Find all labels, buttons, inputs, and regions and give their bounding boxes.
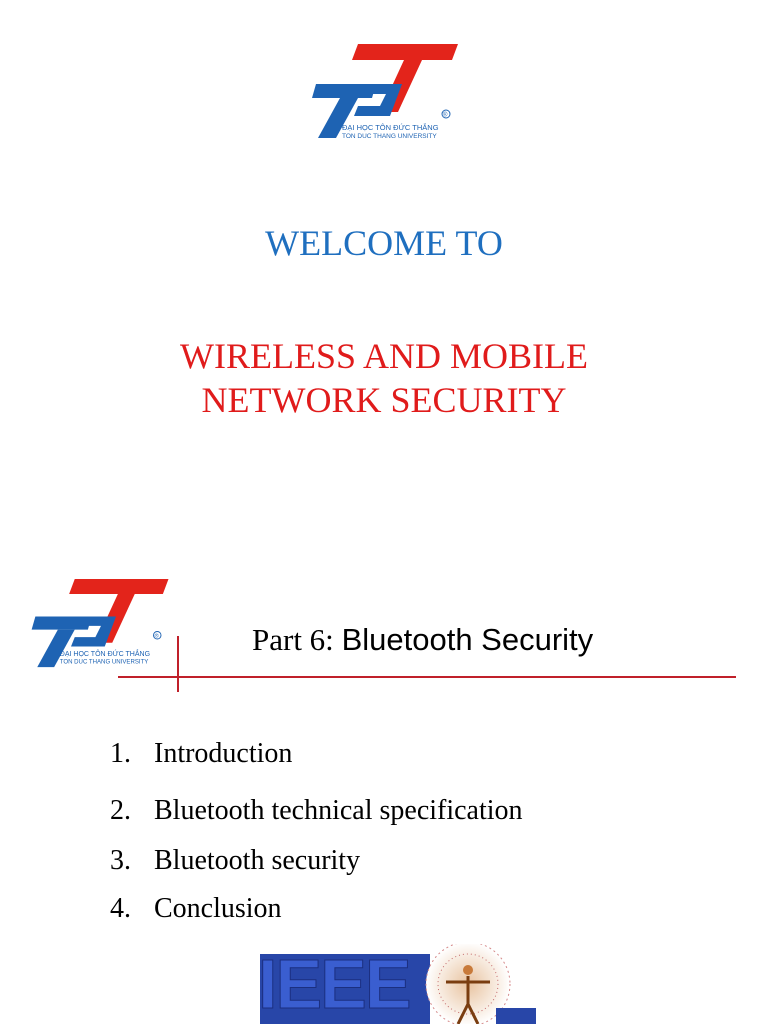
course-title bbox=[0, 334, 768, 422]
logo-line1: ĐẠI HỌC TÔN ĐỨC THẮNG bbox=[59, 650, 151, 658]
part-prefix: Part 6: bbox=[252, 622, 342, 657]
welcome-heading: WELCOME TO bbox=[265, 223, 503, 263]
university-logo bbox=[306, 42, 466, 142]
course-title-line1: WIRELESS AND MOBILE bbox=[180, 336, 588, 376]
agenda-item: 1. Introduction bbox=[110, 738, 293, 769]
university-logo-small bbox=[26, 576, 176, 672]
part-topic: Bluetooth Security bbox=[341, 622, 594, 657]
part-title bbox=[252, 622, 593, 658]
agenda-item: 4. Conclusion bbox=[110, 893, 282, 924]
ieee-graphic bbox=[250, 944, 550, 1024]
logo-registered: ® bbox=[443, 112, 448, 119]
agenda-item: 3. Bluetooth security bbox=[110, 845, 361, 876]
ieee-text: IEEE bbox=[258, 945, 410, 1023]
title-underline bbox=[118, 676, 736, 678]
course-title-line2: NETWORK SECURITY bbox=[201, 380, 567, 420]
logo-line2: TON DUC THANG UNIVERSITY bbox=[59, 658, 149, 666]
agenda-item: 2. Bluetooth technical specification bbox=[110, 795, 523, 826]
title-divider bbox=[177, 636, 179, 692]
logo-line1: ĐẠI HỌC TÔN ĐỨC THẮNG bbox=[342, 123, 439, 132]
logo-registered: ® bbox=[154, 633, 159, 640]
logo-line2: TON DUC THANG UNIVERSITY bbox=[342, 133, 437, 140]
